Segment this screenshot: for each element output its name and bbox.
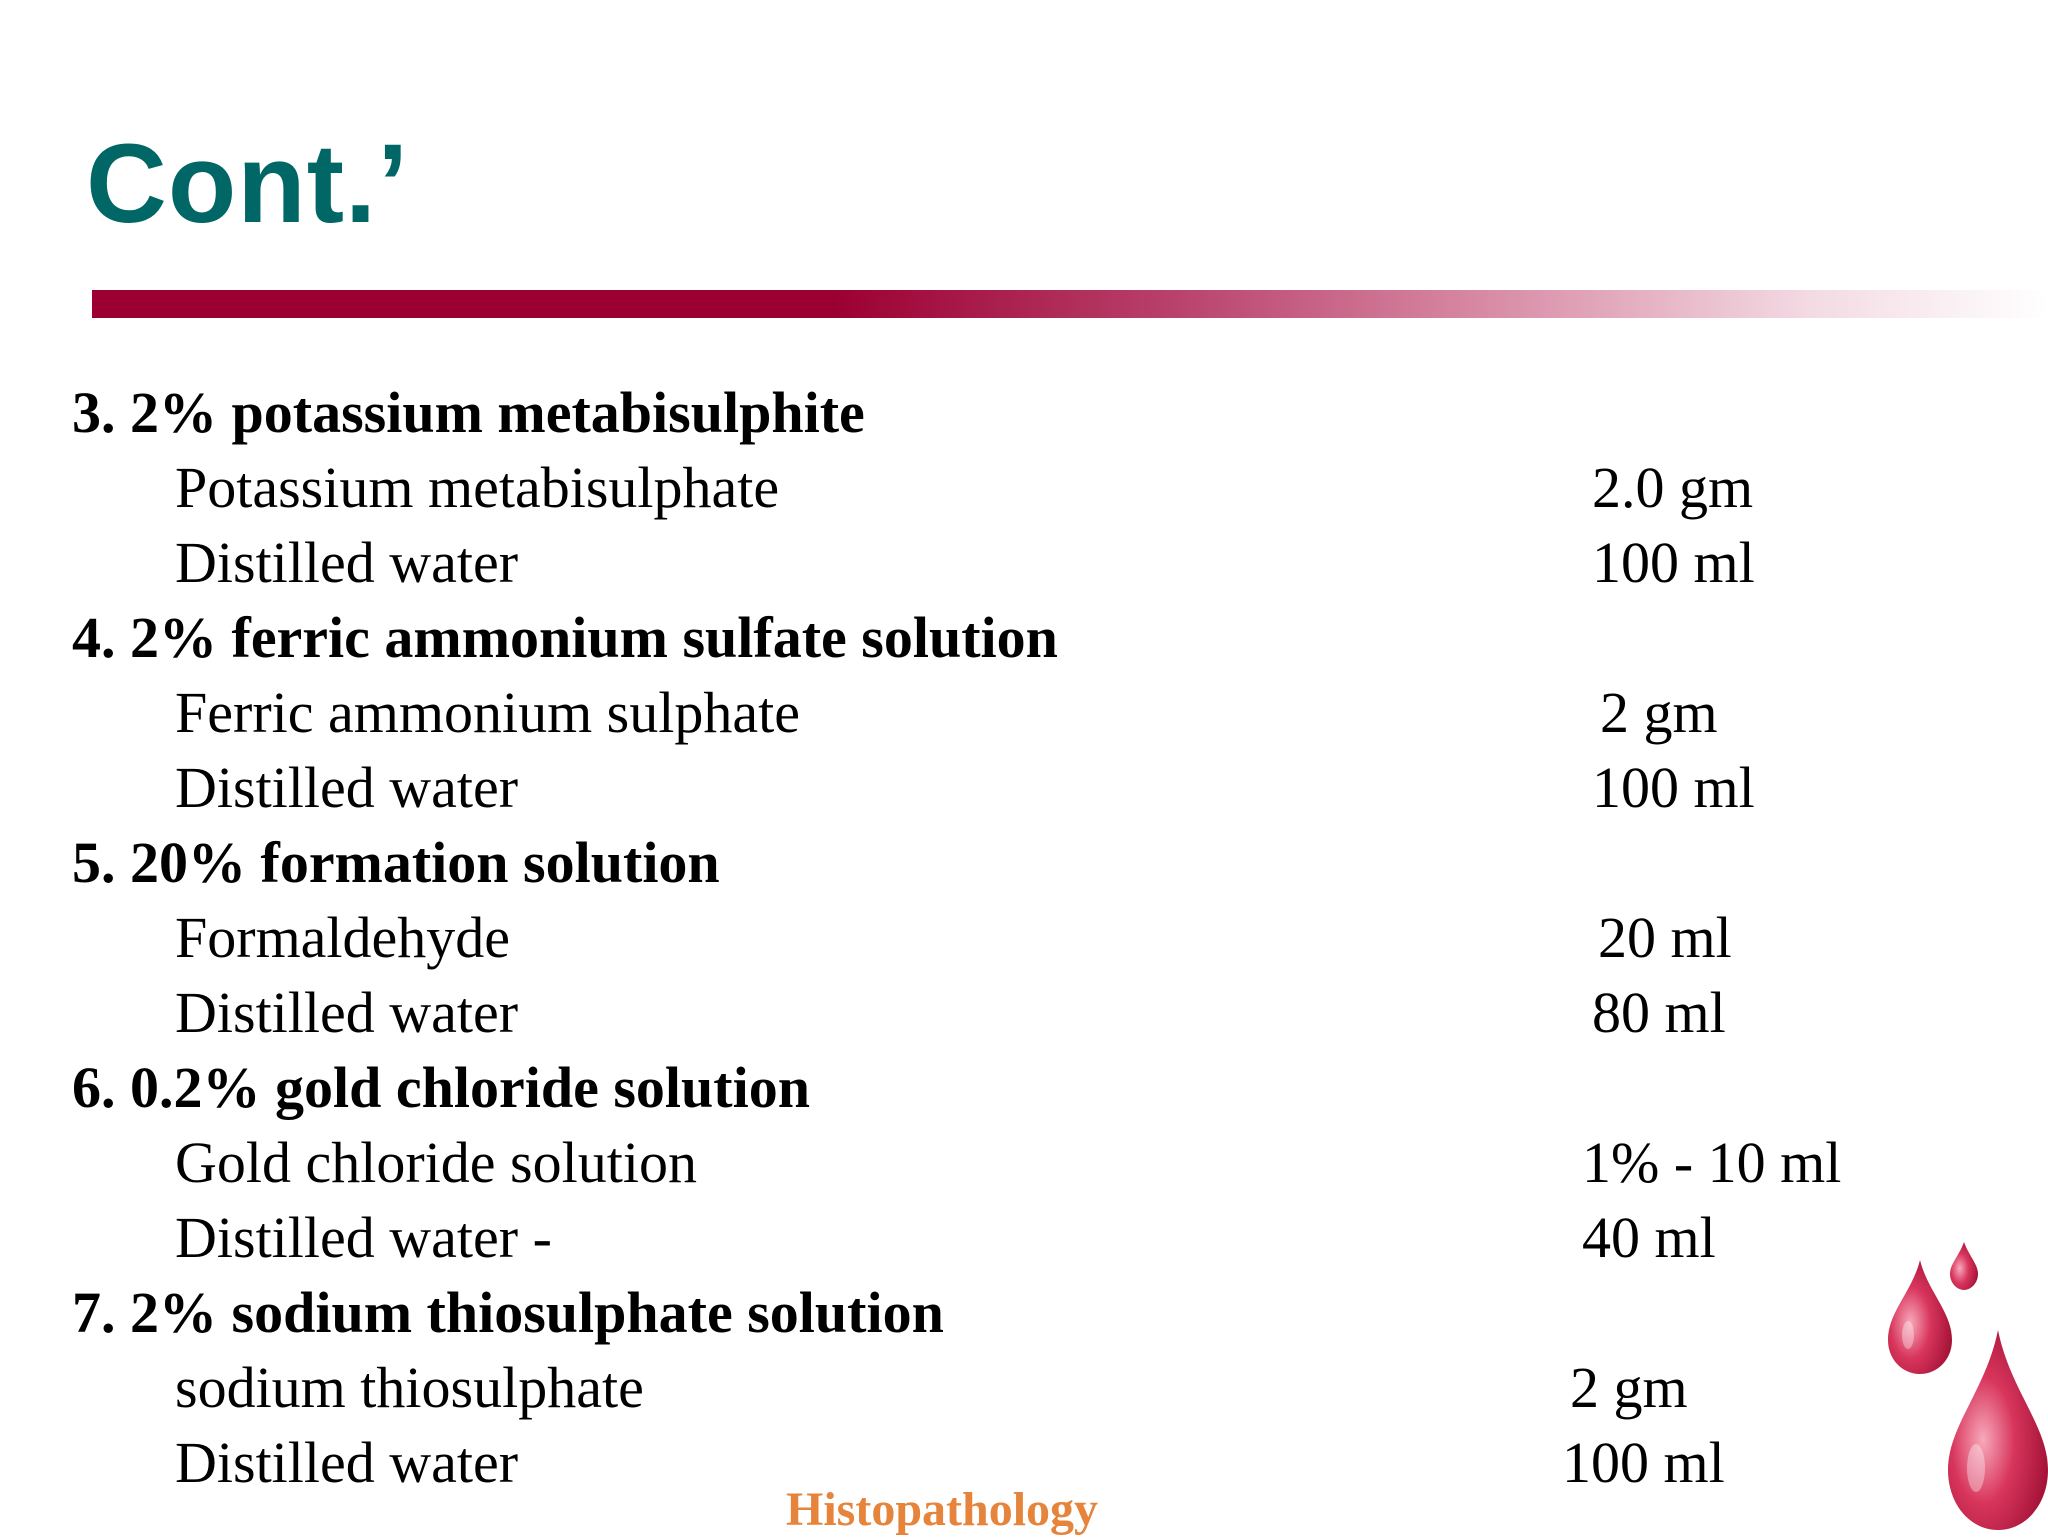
title-divider bbox=[92, 290, 2048, 318]
ingredient-name: Gold chloride solution bbox=[175, 1130, 697, 1195]
ingredient-name: Distilled water bbox=[175, 980, 519, 1045]
ingredient-name: sodium thiosulphate bbox=[175, 1355, 644, 1420]
heading-label: 7. 2% sodium thiosulphate solution bbox=[72, 1280, 944, 1345]
ingredient-row bbox=[0, 450, 2048, 525]
ingredient-row bbox=[0, 675, 2048, 750]
ingredient-name: Distilled water bbox=[175, 1430, 519, 1495]
slide-title: Cont.’ bbox=[86, 121, 410, 246]
solution-heading bbox=[0, 1275, 2048, 1350]
ingredient-name: Potassium metabisulphate bbox=[175, 455, 780, 520]
ingredient-name: Distilled water bbox=[175, 755, 519, 820]
ingredient-quantity: 100 ml bbox=[1562, 1430, 1725, 1495]
solution-heading bbox=[0, 1050, 2048, 1125]
ingredient-quantity: 40 ml bbox=[1582, 1205, 1716, 1270]
ingredient-row bbox=[0, 900, 2048, 975]
ingredient-quantity: 80 ml bbox=[1592, 980, 1726, 1045]
ingredient-quantity: 2.0 gm bbox=[1592, 455, 1754, 520]
solution-heading bbox=[0, 375, 2048, 450]
heading-label: 5. 20% formation solution bbox=[72, 830, 720, 895]
heading-label: 4. 2% ferric ammonium sulfate solution bbox=[72, 605, 1058, 670]
ingredient-row bbox=[0, 525, 2048, 600]
reagent-list bbox=[0, 375, 2048, 1500]
heading-label: 3. 2% potassium metabisulphite bbox=[72, 380, 865, 445]
ingredient-row bbox=[0, 750, 2048, 825]
ingredient-row bbox=[0, 975, 2048, 1050]
ingredient-name: Formaldehyde bbox=[175, 905, 511, 970]
ingredient-name: Distilled water - bbox=[175, 1205, 552, 1270]
ingredient-name: Ferric ammonium sulphate bbox=[175, 680, 800, 745]
ingredient-row bbox=[0, 1350, 2048, 1425]
ingredient-row bbox=[0, 1125, 2048, 1200]
solution-heading bbox=[0, 825, 2048, 900]
blood-drops-icon bbox=[1880, 1230, 2048, 1536]
ingredient-quantity: 20 ml bbox=[1598, 905, 1732, 970]
ingredient-quantity: 100 ml bbox=[1592, 530, 1755, 595]
ingredient-quantity: 2 gm bbox=[1570, 1355, 1688, 1420]
solution-heading bbox=[0, 600, 2048, 675]
ingredient-name: Distilled water bbox=[175, 530, 519, 595]
ingredient-row bbox=[0, 1200, 2048, 1275]
ingredient-quantity: 1% - 10 ml bbox=[1582, 1130, 1842, 1195]
ingredient-quantity: 100 ml bbox=[1592, 755, 1755, 820]
ingredient-quantity: 2 gm bbox=[1600, 680, 1718, 745]
heading-label: 6. 0.2% gold chloride solution bbox=[72, 1055, 810, 1120]
footer-label: Histopathology bbox=[786, 1483, 1099, 1536]
